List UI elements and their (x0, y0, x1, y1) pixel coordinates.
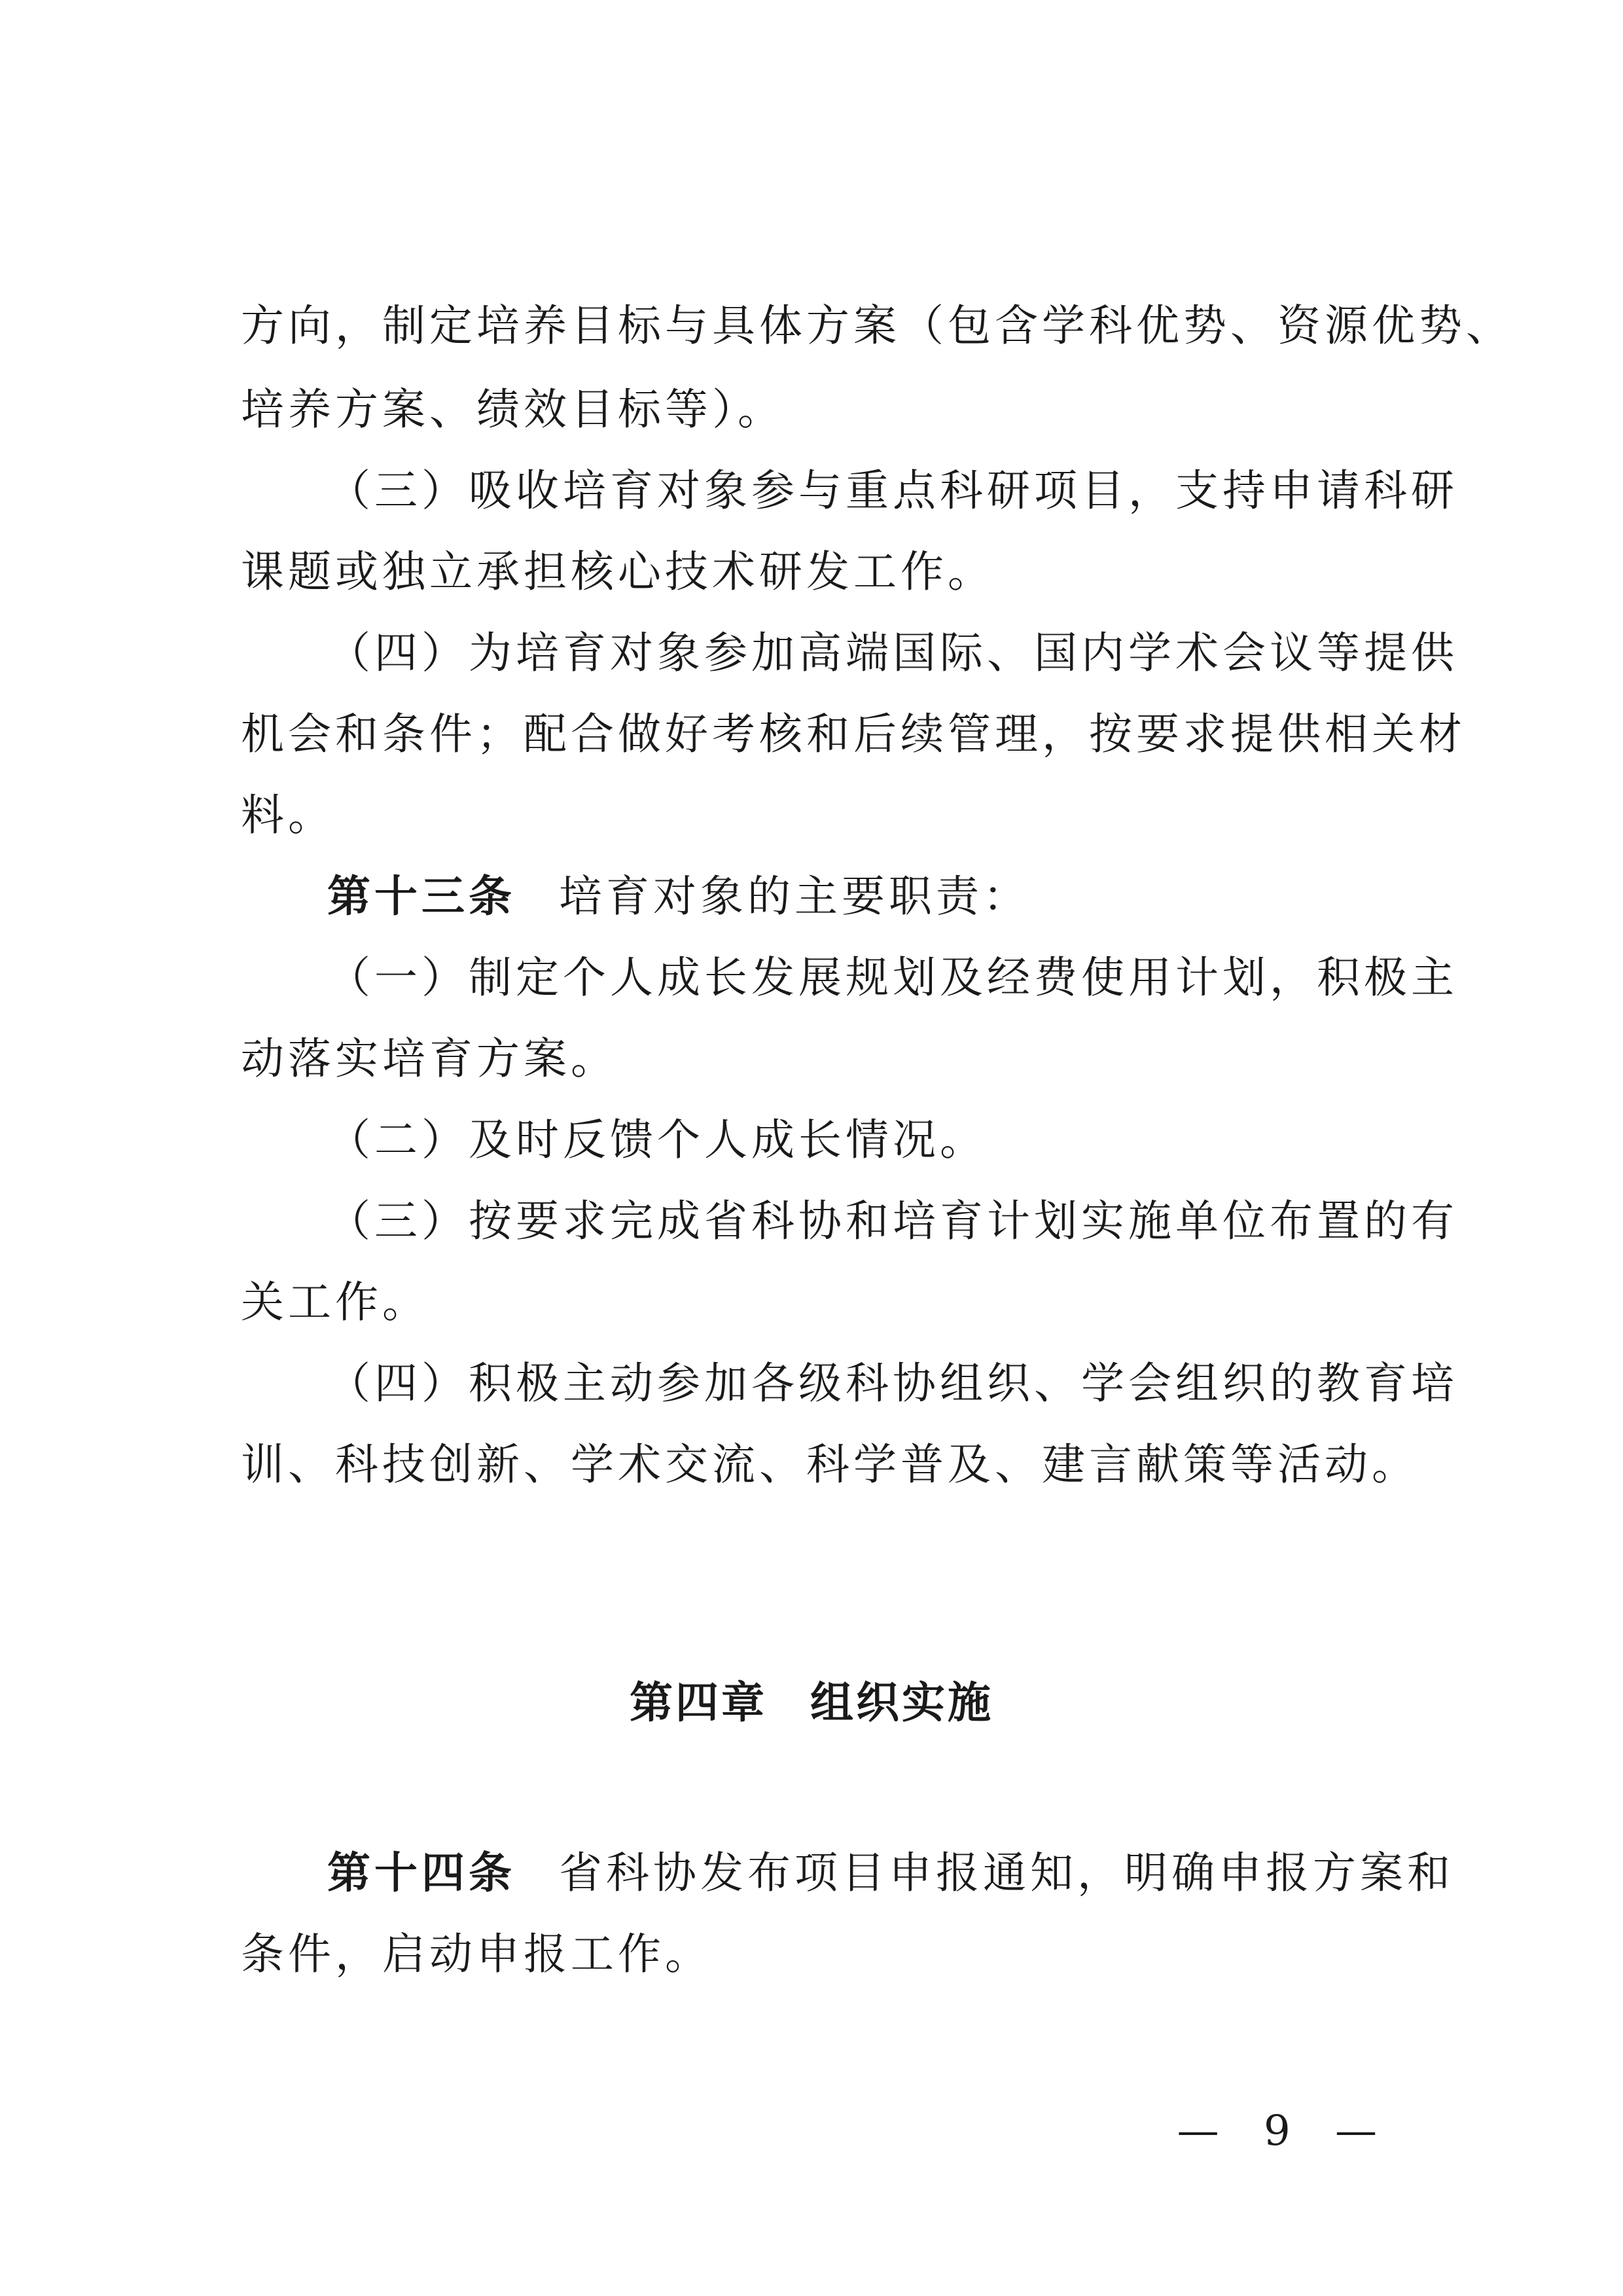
article-14-text: 省科协发布项目申报通知，明确申报方案和 (559, 1848, 1454, 1898)
article-13-item-4-line-1: （四）积极主动参加各级科协组织、学会组织的教育培 (327, 1358, 1458, 1408)
paragraph-continuation-line-2: 培养方案、绩效目标等）。 (241, 384, 785, 435)
article-13-item-2-line-1: （二）及时反馈个人成长情况。 (327, 1115, 987, 1165)
item-3-line-1: （三）吸收培育对象参与重点科研项目，支持申请科研 (327, 465, 1458, 516)
article-13-item-4-line-2: 训、科技创新、学术交流、科学普及、建言献策等活动。 (241, 1439, 1419, 1490)
page-number: — 9 — (1177, 2107, 1393, 2155)
item-4-line-1: （四）为培育对象参加高端国际、国内学术会议等提供 (327, 628, 1458, 678)
article-13-item-1-line-1: （一）制定个人成长发展规划及经费使用计划，积极主 (327, 952, 1458, 1003)
article-13-heading (327, 867, 1393, 927)
chapter-4-heading (0, 1673, 1623, 1733)
article-13-item-3-line-1: （三）按要求完成省科协和培育计划实施单位布置的有 (327, 1196, 1458, 1246)
article-14-line-2: 条件，启动申报工作。 (241, 1929, 712, 1979)
article-13-item-1-line-2: 动落实培育方案。 (241, 1033, 618, 1084)
article-13-item-3-line-2: 关工作。 (241, 1277, 429, 1327)
article-13-text: 培育对象的主要职责： (559, 871, 1030, 922)
paragraph-continuation-line-1: 方向，制定培养目标与具体方案（包含学科优势、资源优势、 (241, 300, 1513, 351)
article-13-label: 第十三条 (327, 871, 516, 922)
chapter-4-number: 第四章 (630, 1677, 767, 1728)
item-3-line-2: 课题或独立承担核心技术研发工作。 (241, 547, 995, 597)
article-14-line-1 (327, 1843, 1454, 1903)
item-4-line-3: 料。 (241, 790, 335, 840)
article-14-label: 第十四条 (327, 1848, 516, 1898)
chapter-4-title: 组织实施 (810, 1677, 993, 1728)
item-4-line-2: 机会和条件；配合做好考核和后续管理，按要求提供相关材 (241, 709, 1466, 759)
